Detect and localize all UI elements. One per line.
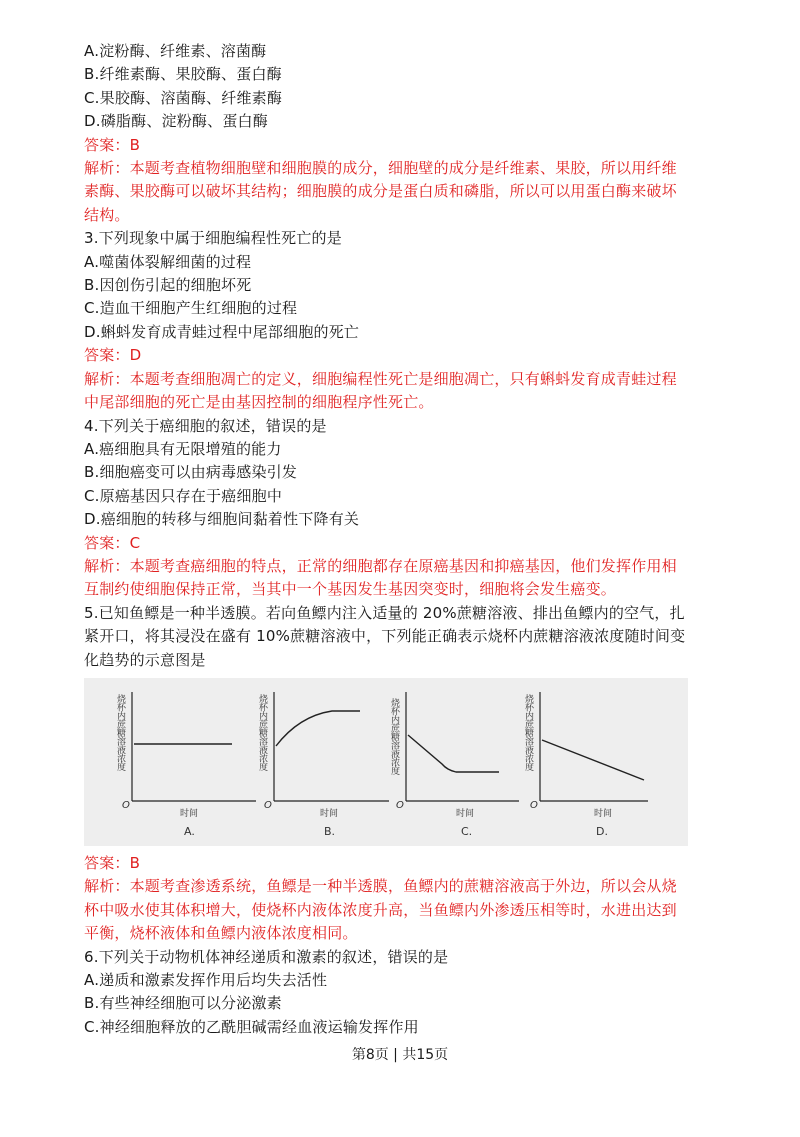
x-axis-label: 时间: [320, 808, 339, 819]
analysis-line: 解析：本题考查癌细胞的特点，正常的细胞都存在原癌基因和抑癌基因，他们发挥作用相: [84, 556, 677, 575]
analysis-line: 结构。: [84, 205, 130, 224]
option-d: D.磷脂酶、淀粉酶、蛋白酶: [84, 112, 268, 131]
option-b: B.纤维素酶、果胶酶、蛋白酶: [84, 65, 282, 84]
panel-label-a: A.: [184, 824, 195, 838]
option-a: A.癌细胞具有无限增殖的能力: [84, 439, 282, 458]
x-axis-label: 时间: [594, 808, 613, 819]
answer: 答案：C: [84, 533, 141, 552]
analysis-line: 素酶、果胶酶可以破坏其结构；细胞膜的成分是蛋白质和磷脂，所以可以用蛋白酶来破坏: [84, 182, 677, 201]
panel-label-b: B.: [324, 824, 336, 838]
analysis-line: 解析：本题考查渗透系统，鱼鳔是一种半透膜，鱼鳔内的蔗糖溶液高于外边，所以会从烧: [84, 877, 677, 896]
graph-d: [540, 692, 648, 801]
option-b: B.有些神经细胞可以分泌激素: [84, 994, 282, 1013]
option-c: C.果胶酶、溶菌酶、纤维素酶: [84, 88, 283, 107]
analysis-line: 互制约使细胞保持正常，当其中一个基因发生基因突变时，细胞将会发生癌变。: [84, 580, 617, 599]
question-stem: 6.下列关于动物机体神经递质和激素的叙述，错误的是: [84, 947, 449, 966]
option-a: A.淀粉酶、纤维素、溶菌酶: [84, 42, 267, 60]
y-axis-label: 烧杯内蔗糖溶液浓度: [115, 693, 125, 771]
concentration-graphs-figure: [84, 678, 688, 846]
option-b: B.细胞癌变可以由病毒感染引发: [84, 463, 298, 482]
page-content: [84, 40, 704, 1039]
panel-label-d: D.: [596, 824, 608, 838]
question-stem: 化趋势的示意图是: [84, 650, 206, 669]
graph-b: [274, 692, 389, 801]
option-d: D.癌细胞的转移与细胞间黏着性下降有关: [84, 510, 360, 529]
origin-label: O: [122, 799, 130, 811]
y-axis-label: 烧杯内蔗糖溶液浓度: [523, 693, 533, 771]
graph-a: [132, 692, 256, 801]
origin-label: O: [396, 799, 404, 811]
option-c: C.造血干细胞产生红细胞的过程: [84, 299, 298, 318]
option-a: A.递质和激素发挥作用后均失去活性: [84, 971, 328, 989]
answer: 答案：D: [84, 346, 142, 365]
question-stem: 4.下列关于癌细胞的叙述，错误的是: [84, 416, 327, 435]
option-b: B.因创伤引起的细胞坏死: [84, 276, 252, 295]
y-axis-label: 烧杯内蔗糖溶液浓度: [257, 693, 267, 771]
answer: 答案：B: [84, 135, 141, 154]
option-a: A.噬菌体裂解细菌的过程: [84, 252, 252, 271]
page-footer: 第8页 | 共15页: [351, 1047, 449, 1063]
graphs-svg: [84, 678, 688, 846]
origin-label: O: [530, 799, 538, 811]
analysis-line: 解析：本题考查细胞凋亡的定义，细胞编程性死亡是细胞凋亡，只有蝌蚪发育成青蛙过程: [84, 369, 677, 388]
analysis-line: 平衡，烧杯液体和鱼鳔内液体浓度相同。: [84, 924, 358, 943]
option-c: C.神经细胞释放的乙酰胆碱需经血液运输发挥作用: [84, 1017, 419, 1036]
origin-label: O: [264, 799, 272, 811]
question-stem: 紧开口，将其浸没在盛有 10%蔗糖溶液中，下列能正确表示烧杯内蔗糖溶液浓度随时间变: [84, 627, 686, 646]
analysis-line: 中尾部细胞的死亡是由基因控制的细胞程序性死亡。: [84, 393, 434, 412]
y-axis-label: 烧杯内蔗糖溶液浓度: [389, 697, 399, 775]
graph-c: [406, 692, 519, 801]
analysis-line: 解析：本题考查植物细胞壁和细胞膜的成分，细胞壁的成分是纤维素、果胶，所以用纤维: [84, 159, 677, 178]
analysis-line: 杯中吸水使其体积增大，使烧杯内液体浓度升高，当鱼鳔内外渗透压相等时，水进出达到: [84, 900, 677, 919]
option-d: D.蝌蚪发育成青蛙过程中尾部细胞的死亡: [84, 322, 360, 341]
question-stem: 5.已知鱼鳔是一种半透膜。若向鱼鳔内注入适量的 20%蔗糖溶液、排出鱼鳔内的空气，扎: [84, 603, 685, 622]
question-stem: 3.下列现象中属于细胞编程性死亡的是: [84, 229, 342, 248]
option-c: C.原癌基因只存在于癌细胞中: [84, 486, 283, 505]
x-axis-label: 时间: [180, 808, 199, 819]
x-axis-label: 时间: [456, 808, 475, 819]
answer: 答案：B: [84, 853, 141, 872]
panel-label-c: C.: [461, 824, 473, 838]
